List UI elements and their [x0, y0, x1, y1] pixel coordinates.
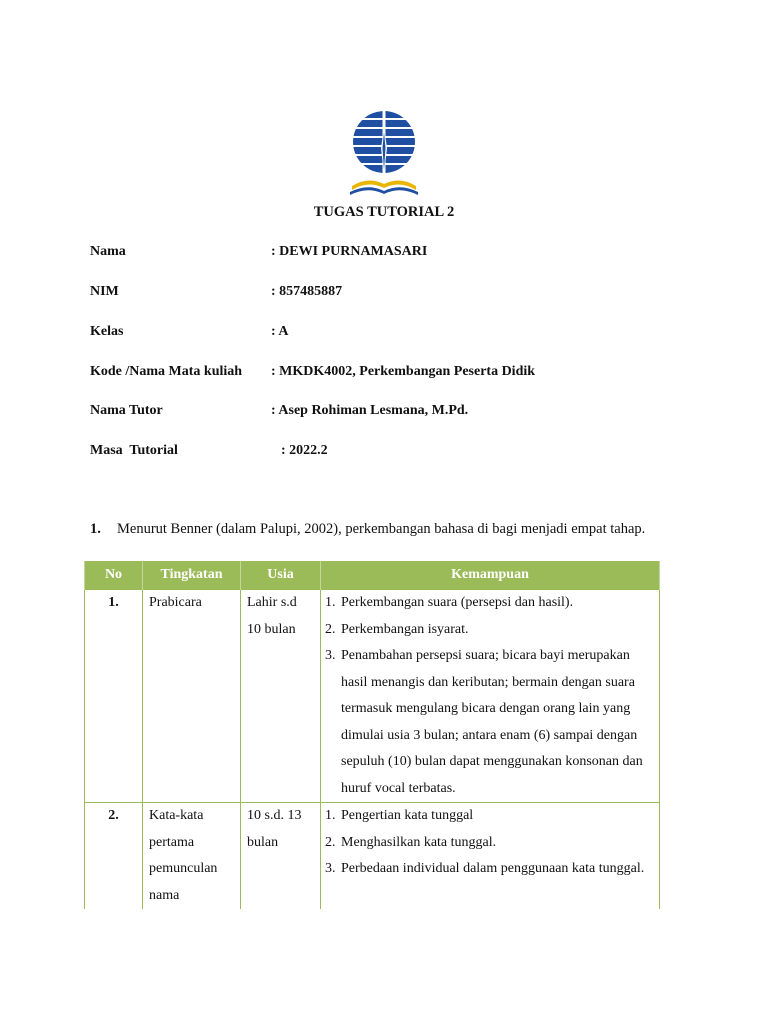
question-number: 1.: [90, 521, 101, 537]
cell-no: 2.: [85, 803, 143, 910]
header-no: No: [85, 561, 143, 590]
kemampuan-item: 2. Perkembangan isyarat.: [339, 617, 653, 644]
cell-kemampuan: [321, 590, 660, 803]
info-label-kelas: Kelas: [90, 324, 124, 339]
header-tingkatan: Tingkatan: [143, 561, 241, 590]
info-label-nama: Nama: [90, 244, 126, 259]
cell-usia: 10 s.d. 13 bulan: [241, 803, 321, 910]
kemampuan-item: 1. Perkembangan suara (persepsi dan hasil).: [339, 590, 653, 617]
header-usia: Usia: [241, 561, 321, 590]
info-label-nim: NIM: [90, 284, 119, 299]
cell-tingkatan: Kata-kata pertama pemunculan nama: [143, 803, 241, 910]
table-header-row: [85, 561, 660, 590]
info-value-kelas: : A: [271, 324, 289, 339]
cell-kemampuan: [321, 803, 660, 910]
info-value-mata-kuliah: : MKDK4002, Perkembangan Peserta Didik: [271, 364, 536, 379]
cell-no: 1.: [85, 590, 143, 803]
info-label-tutor: Nama Tutor: [90, 403, 163, 418]
kemampuan-item: 1. Pengertian kata tunggal: [339, 803, 653, 830]
header-kemampuan: Kemampuan: [321, 561, 660, 590]
info-value-nim: : 857485887: [271, 284, 343, 299]
question-1: [90, 521, 645, 538]
info-label-masa-tutorial: Masa Tutorial: [90, 443, 178, 458]
cell-usia: Lahir s.d 10 bulan: [241, 590, 321, 803]
kemampuan-item: 3. Penambahan persepsi suara; bicara bayi merupakan hasil menangis dan keributan; bermain dengan suara termasuk mengulang bicara dengan orang lain yang dimulai usia 3 bulan; antara enam (6) sampai dengan sepuluh (10) bulan dapat menggunakan konsonan dan huruf vocal terbatas.: [339, 643, 653, 802]
document-title: TUGAS TUTORIAL 2: [313, 204, 455, 220]
question-text: Menurut Benner (dalam Palupi, 2002), perkembangan bahasa di bagi menjadi empat tahap.: [117, 521, 646, 537]
info-value-masa-tutorial: : 2022.2: [281, 443, 328, 458]
language-development-table: [84, 561, 660, 909]
info-value-nama: : DEWI PURNAMASARI: [271, 244, 428, 259]
table-row: [85, 803, 660, 910]
info-value-tutor: : Asep Rohiman Lesmana, M.Pd.: [271, 403, 469, 418]
table-row: [85, 590, 660, 803]
info-label-mata-kuliah: Kode /Nama Mata kuliah: [90, 364, 243, 379]
kemampuan-item: 3. Perbedaan individual dalam penggunaan kata tunggal.: [339, 856, 653, 883]
cell-tingkatan: Prabicara: [143, 590, 241, 803]
kemampuan-item: 2. Menghasilkan kata tunggal.: [339, 830, 653, 857]
university-logo-icon: [346, 108, 422, 200]
